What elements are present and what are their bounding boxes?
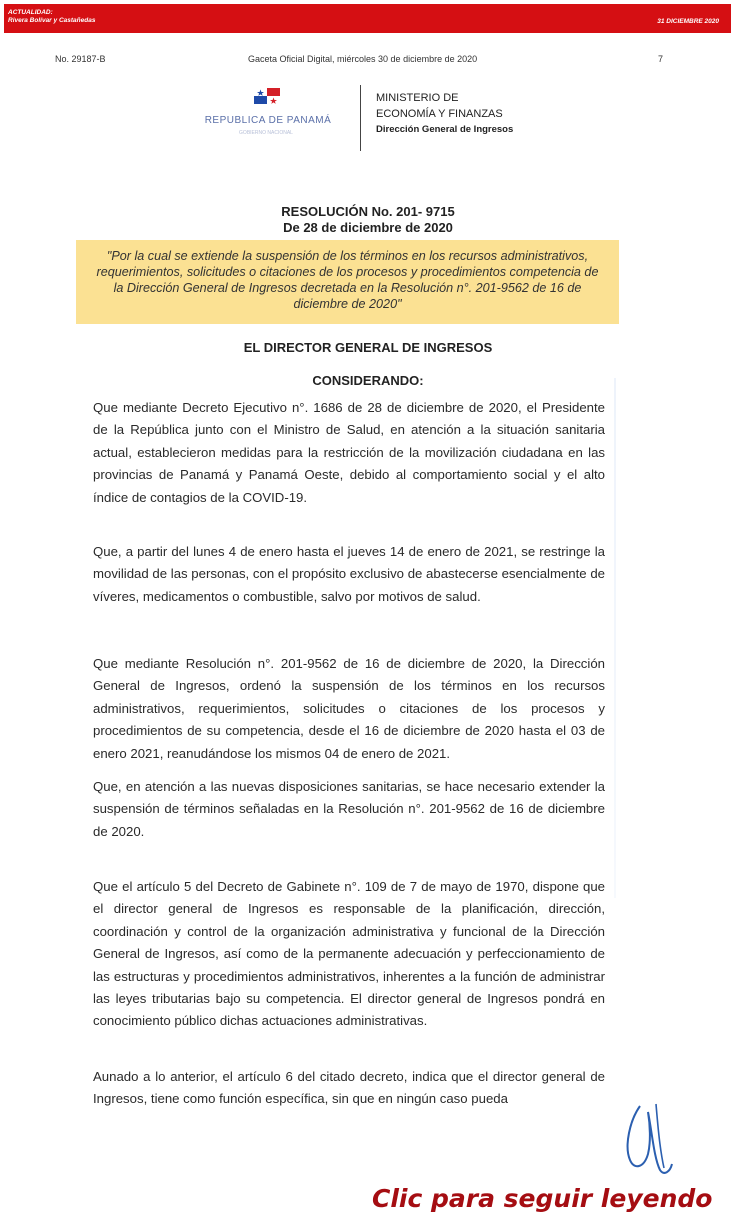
republic-label: REPUBLICA DE PANAMÁ xyxy=(204,115,332,126)
ministry-line-1: MINISTERIO DE xyxy=(376,92,459,104)
banner-left xyxy=(8,9,95,25)
republic-sublabel-text: GOBIERNO NACIONAL xyxy=(239,130,293,136)
ministry-line-2: ECONOMÍA Y FINANZAS xyxy=(376,108,503,120)
ministry-block xyxy=(376,90,513,138)
banner-author: Rivera Bolívar y Castañedas xyxy=(8,17,96,24)
resolution-date: De 28 de diciembre de 2020 xyxy=(283,220,453,235)
republic-sublabel xyxy=(201,130,331,136)
authority-heading: EL DIRECTOR GENERAL DE INGRESOS xyxy=(243,340,493,355)
top-banner xyxy=(4,4,731,33)
letterhead-divider xyxy=(360,85,361,151)
resolution-title: RESOLUCIÓN No. 201- 9715 xyxy=(281,204,455,219)
continue-reading-link[interactable]: Clic para seguir leyendo xyxy=(372,1184,713,1213)
considering-heading: CONSIDERANDO: xyxy=(312,373,424,388)
resolution-quote: "Por la cual se extiende la suspensión de los términos en los recursos administrativos, requerimientos, solicitudes o citaciones de los procesos y procedimientos competencia de la Dirección General de Ingresos decretada en la Resolución n°. 201-9562 de 16 de diciembre de 2020" xyxy=(96,249,599,311)
banner-section-label: ACTUALIDAD: xyxy=(8,9,53,16)
paragraph: Que el artículo 5 del Decreto de Gabinete n°. 109 de 7 de mayo de 1970, dispone que el director general de Ingresos es responsable de la planificación, dirección, coordinación y control de la organización administrativa y funcional de la Dirección General de Ingresos, así como de la permanente adecuación y perfeccionamiento de las estructuras y procedimientos administrativos, inherentes a la función de administrar las leyes tributarias bajo su competencia. El director general de Ingresos pondrá en conocimiento público dichas actuaciones administrativas. xyxy=(93,879,605,1029)
paragraph: Que mediante Decreto Ejecutivo n°. 1686 de 28 de diciembre de 2020, el Presidente de la República junto con el Ministro de Salud, en atención a la situación sanitaria actual, establecieron medidas para la restricción de la movilización ciudadana en las provincias de Panamá y Panamá Oeste, debido al comportamiento social y el alto índice de contagios de la COVID-19. xyxy=(93,400,605,505)
page-number: 7 xyxy=(658,54,664,64)
gazette-number: No. 29187-B xyxy=(55,54,106,64)
ministry-line-3: Dirección General de Ingresos xyxy=(376,124,514,135)
paragraph: Aunado a lo anterior, el artículo 6 del citado decreto, indica que el director general de Ingresos, tiene como función específica, sin que en ningún caso pueda xyxy=(93,1069,605,1107)
banner-date: 31 DICIEMBRE 2020 xyxy=(657,18,719,25)
panama-flag-icon xyxy=(254,88,282,106)
paragraph: Que, en atención a las nuevas disposiciones sanitarias, se hace necesario extender la suspensión de términos señaladas en la Resolución n°. 201-9562 de 16 de diciembre de 2020. xyxy=(93,779,605,839)
paragraph: Que, a partir del lunes 4 de enero hasta el jueves 14 de enero de 2021, se restringe la movilidad de las personas, con el propósito exclusivo de abastecerse esencialmente de víveres, medicamentos o combustible, salvo por motivos de salud. xyxy=(93,544,605,604)
document-page xyxy=(18,38,718,1188)
paragraph: Que mediante Resolución n°. 201-9562 de 16 de diciembre de 2020, la Dirección General de Ingresos, ordenó la suspensión de los términos en los recursos administrativos, requerimientos, solicitudes o citaciones de los procesos y procedimientos de su competencia, desde el 16 de diciembre de 2020 hasta el 03 de enero 2021, reanudándose los mismos 04 de enero de 2021. xyxy=(93,656,605,761)
scan-artifact-line xyxy=(614,378,616,898)
gazette-title: Gaceta Oficial Digital, miércoles 30 de diciembre de 2020 xyxy=(248,54,478,64)
signature-initials-icon xyxy=(620,1098,676,1180)
